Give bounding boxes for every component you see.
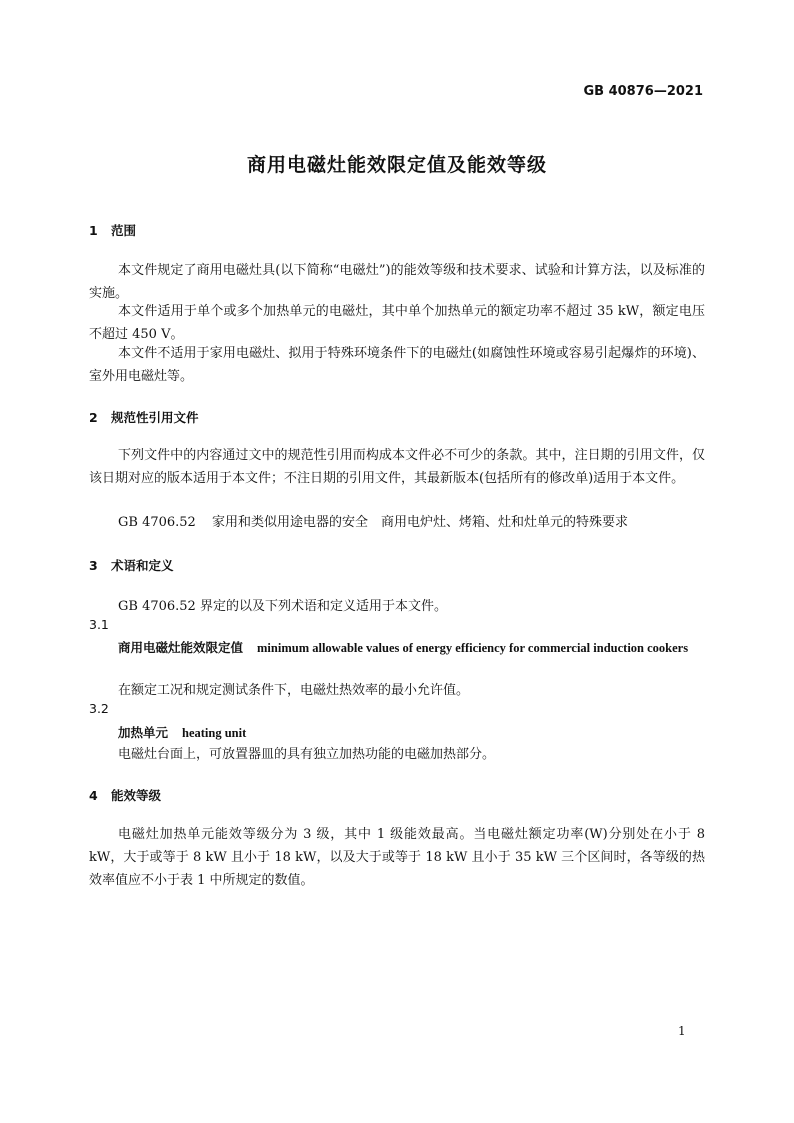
term-english: minimum allowable values of energy efficiency for commercial induction cookers (257, 641, 689, 655)
section-1-heading (89, 221, 136, 239)
paragraph: 本文件不适用于家用电磁灶、拟用于特殊环境条件下的电磁灶(如腐蚀性环境或容易引起爆炸的环境)、室外用电磁灶等。 (89, 346, 705, 384)
term-entry (118, 637, 705, 659)
term-entry (118, 722, 705, 744)
section-title: 能效等级 (111, 788, 162, 803)
section-2-heading (89, 408, 199, 426)
term-definition: 电磁灶台面上，可放置器皿的具有独立加热功能的电磁加热部分。 (118, 747, 496, 762)
section-number: 2 (89, 410, 98, 425)
page-number: 1 (678, 1024, 686, 1038)
section-title: 范围 (111, 223, 137, 238)
document-code: GB 40876—2021 (583, 84, 703, 99)
clause-number: 3.2 (89, 701, 109, 716)
term-chinese: 商用电磁灶能效限定值 (118, 640, 244, 655)
term-english: heating unit (182, 726, 247, 740)
paragraph: 电磁灶加热单元能效等级分为 3 级，其中 1 级能效最高。当电磁灶额定功率(W)分别处在小于 8 kW，大于或等于 8 kW 且小于 18 kW，以及大于或等于 18 kW 且小于 35 kW 三个区间时，各等级的热效率值应不小于表 1 中所规定的数值。 (89, 827, 705, 888)
reference-title: 家用和类似用途电器的安全 商用电炉灶、烤箱、灶和灶单元的特殊要求 (211, 515, 628, 530)
clause-number: 3.1 (89, 617, 109, 632)
section-number: 4 (89, 788, 98, 803)
section-title: 术语和定义 (111, 558, 174, 573)
paragraph: 下列文件中的内容通过文中的规范性引用而构成本文件必不可少的条款。其中，注日期的引用文件，仅该日期对应的版本适用于本文件；不注日期的引用文件，其最新版本(包括所有的修改单)适用于本文件。 (89, 448, 705, 486)
section-3-heading (89, 556, 174, 574)
reference-code: GB 4706.52 (118, 515, 196, 530)
section-number: 3 (89, 558, 98, 573)
paragraph: 本文件适用于单个或多个加热单元的电磁灶，其中单个加热单元的额定功率不超过 35 kW，额定电压不超过 450 V。 (89, 304, 705, 342)
section-4-heading (89, 786, 161, 804)
normative-reference (118, 511, 628, 530)
paragraph: 本文件规定了商用电磁灶具(以下简称“电磁灶”)的能效等级和技术要求、试验和计算方法，以及标准的实施。 (89, 263, 705, 301)
term-definition: 在额定工况和规定测试条件下，电磁灶热效率的最小允许值。 (118, 683, 470, 698)
section-title: 规范性引用文件 (111, 410, 199, 425)
section-number: 1 (89, 223, 98, 238)
terms-intro: GB 4706.52 界定的以及下列术语和定义适用于本文件。 (118, 599, 447, 614)
term-chinese: 加热单元 (118, 725, 169, 740)
page-title: 商用电磁灶能效限定值及能效等级 (246, 154, 547, 176)
